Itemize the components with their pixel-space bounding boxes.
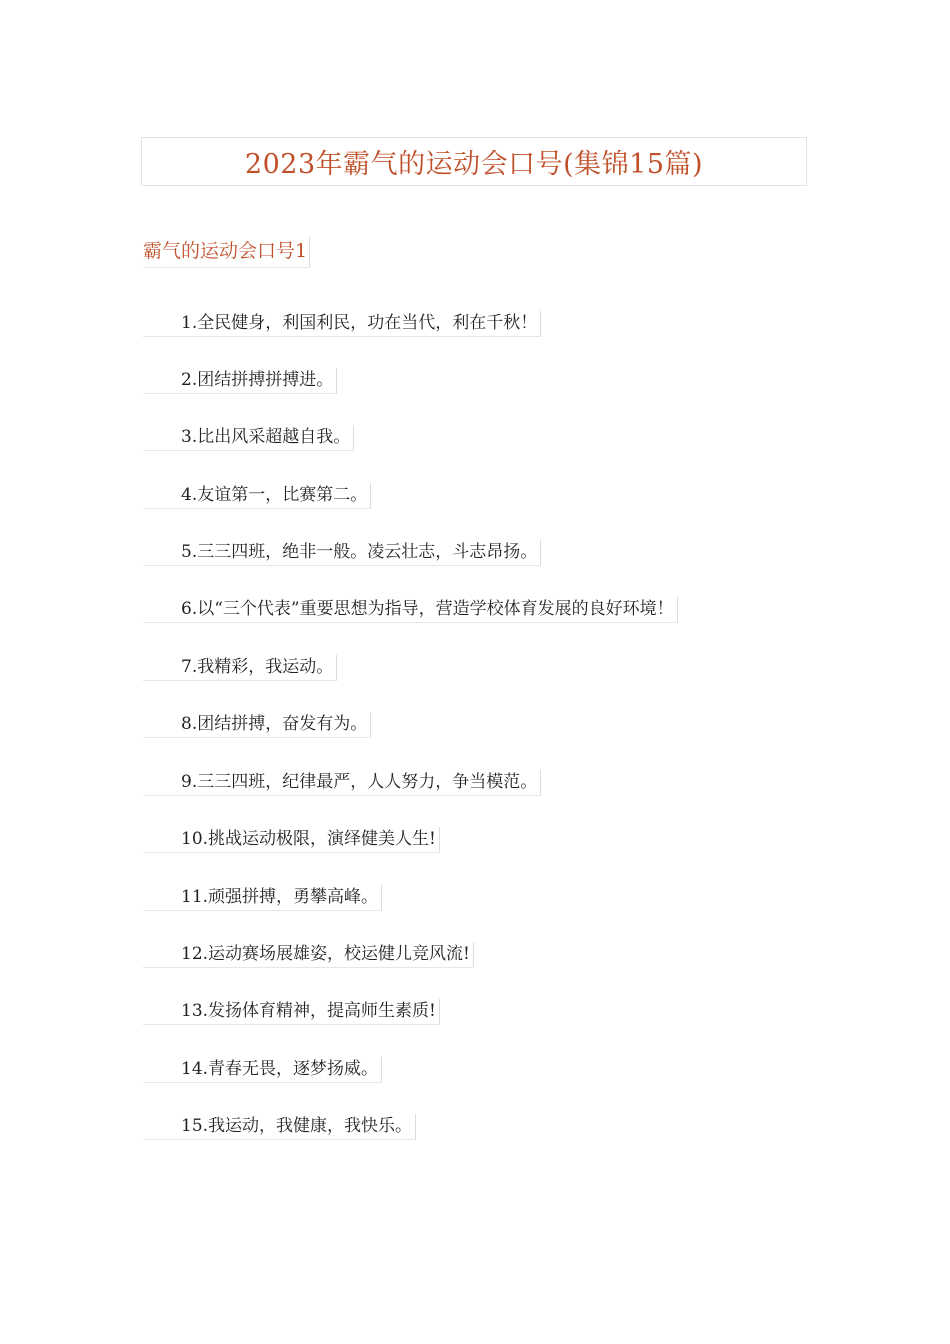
slogan-item: 7.我精彩，我运动。 bbox=[143, 655, 337, 681]
slogan-item: 8.团结拼搏，奋发有为。 bbox=[143, 712, 371, 738]
slogan-item: 4.友谊第一，比赛第二。 bbox=[143, 483, 371, 509]
slogan-item: 10.挑战运动极限，演绎健美人生! bbox=[143, 827, 440, 853]
slogan-item: 6.以“三个代表”重要思想为指导，营造学校体育发展的良好环境！ bbox=[143, 597, 678, 623]
section-heading: 霸气的运动会口号1 bbox=[143, 237, 310, 268]
slogan-item: 2.团结拼搏拼搏进。 bbox=[143, 368, 337, 394]
title-box bbox=[141, 137, 807, 186]
slogan-item: 15.我运动，我健康，我快乐。 bbox=[143, 1114, 416, 1140]
slogan-item: 9.三三四班，纪律最严，人人努力，争当模范。 bbox=[143, 770, 541, 796]
slogan-item: 11.顽强拼搏，勇攀高峰。 bbox=[143, 885, 382, 911]
slogan-item: 14.青春无畏，逐梦扬威。 bbox=[143, 1057, 382, 1083]
slogan-item: 3.比出风采超越自我。 bbox=[143, 425, 354, 451]
page-title: 2023年霸气的运动会口号(集锦15篇) bbox=[244, 149, 704, 180]
slogan-item: 12.运动赛场展雄姿，校运健儿竞风流! bbox=[143, 942, 474, 968]
slogan-item: 13.发扬体育精神，提高师生素质! bbox=[143, 999, 440, 1025]
slogan-item: 5.三三四班，绝非一般。凌云壮志，斗志昂扬。 bbox=[143, 540, 541, 566]
slogan-item: 1.全民健身，利国利民，功在当代，利在千秋！ bbox=[143, 311, 541, 337]
